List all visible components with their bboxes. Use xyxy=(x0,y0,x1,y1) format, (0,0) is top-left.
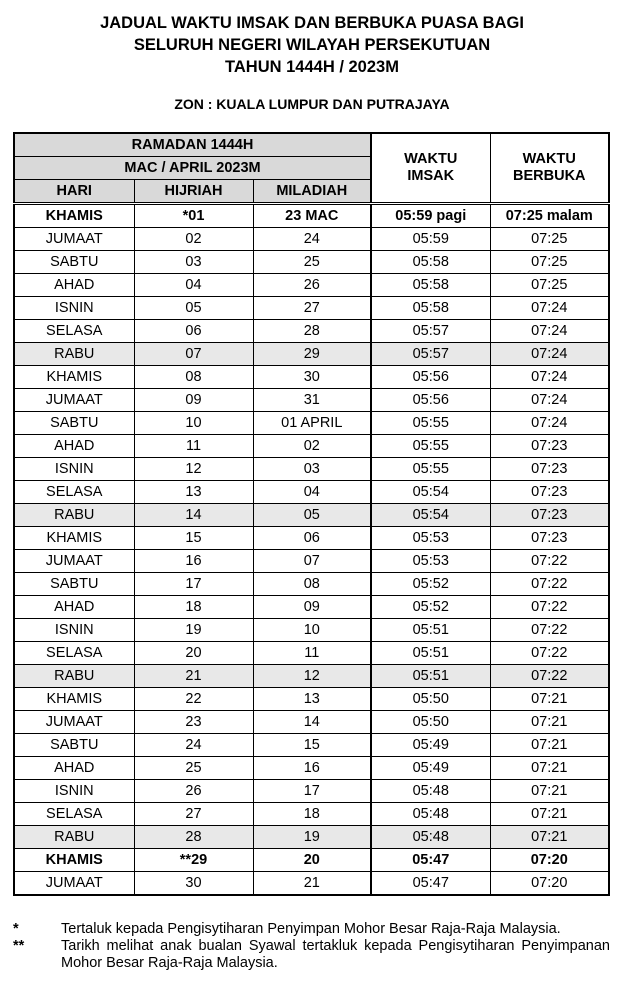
cell-imsak: 05:54 xyxy=(371,504,490,527)
cell-imsak: 05:57 xyxy=(371,343,490,366)
cell-berbuka: 07:21 xyxy=(490,803,609,826)
cell-miladiah: 17 xyxy=(253,780,371,803)
cell-hijriah: 03 xyxy=(134,251,253,274)
header-hari: HARI xyxy=(14,180,134,204)
cell-miladiah: 19 xyxy=(253,826,371,849)
table-row xyxy=(14,527,609,550)
cell-hijriah: *01 xyxy=(134,204,253,228)
table-header xyxy=(14,133,609,204)
cell-imsak: 05:53 xyxy=(371,550,490,573)
cell-hijriah: **29 xyxy=(134,849,253,872)
cell-hijriah: 06 xyxy=(134,320,253,343)
cell-berbuka: 07:21 xyxy=(490,780,609,803)
cell-hari: JUMAAT xyxy=(14,389,134,412)
table-row xyxy=(14,734,609,757)
document-title xyxy=(0,12,624,78)
cell-miladiah: 04 xyxy=(253,481,371,504)
cell-miladiah: 21 xyxy=(253,872,371,896)
schedule-table xyxy=(13,132,610,896)
footnote-1 xyxy=(13,921,610,938)
cell-berbuka: 07:25 malam xyxy=(490,204,609,228)
footnote-2 xyxy=(13,938,610,972)
header-ramadan: RAMADAN 1444H xyxy=(14,133,371,157)
cell-hari: JUMAAT xyxy=(14,711,134,734)
header-month: MAC / APRIL 2023M xyxy=(14,157,371,180)
cell-miladiah: 05 xyxy=(253,504,371,527)
cell-hari: AHAD xyxy=(14,274,134,297)
cell-berbuka: 07:23 xyxy=(490,527,609,550)
cell-miladiah: 14 xyxy=(253,711,371,734)
cell-hijriah: 08 xyxy=(134,366,253,389)
cell-hijriah: 22 xyxy=(134,688,253,711)
cell-berbuka: 07:22 xyxy=(490,596,609,619)
cell-hijriah: 18 xyxy=(134,596,253,619)
cell-imsak: 05:52 xyxy=(371,573,490,596)
cell-hijriah: 13 xyxy=(134,481,253,504)
cell-berbuka: 07:21 xyxy=(490,826,609,849)
cell-miladiah: 02 xyxy=(253,435,371,458)
cell-hari: RABU xyxy=(14,343,134,366)
footnotes xyxy=(13,921,610,972)
cell-hari: SABTU xyxy=(14,734,134,757)
cell-hari: AHAD xyxy=(14,757,134,780)
cell-imsak: 05:56 xyxy=(371,366,490,389)
cell-hari: KHAMIS xyxy=(14,204,134,228)
cell-miladiah: 28 xyxy=(253,320,371,343)
cell-imsak: 05:58 xyxy=(371,297,490,320)
cell-hari: KHAMIS xyxy=(14,527,134,550)
table-row xyxy=(14,803,609,826)
cell-imsak: 05:55 xyxy=(371,458,490,481)
cell-hari: SELASA xyxy=(14,803,134,826)
cell-hari: JUMAAT xyxy=(14,872,134,896)
table-row xyxy=(14,596,609,619)
cell-miladiah: 18 xyxy=(253,803,371,826)
cell-miladiah: 31 xyxy=(253,389,371,412)
cell-berbuka: 07:21 xyxy=(490,688,609,711)
cell-hari: SABTU xyxy=(14,251,134,274)
cell-hijriah: 11 xyxy=(134,435,253,458)
table-row xyxy=(14,711,609,734)
table-row xyxy=(14,573,609,596)
table-row xyxy=(14,343,609,366)
cell-miladiah: 11 xyxy=(253,642,371,665)
cell-hijriah: 26 xyxy=(134,780,253,803)
cell-hari: RABU xyxy=(14,665,134,688)
cell-imsak: 05:53 xyxy=(371,527,490,550)
cell-hari: SELASA xyxy=(14,481,134,504)
cell-hijriah: 14 xyxy=(134,504,253,527)
cell-imsak: 05:59 xyxy=(371,228,490,251)
cell-imsak: 05:54 xyxy=(371,481,490,504)
cell-berbuka: 07:23 xyxy=(490,504,609,527)
cell-miladiah: 08 xyxy=(253,573,371,596)
cell-miladiah: 20 xyxy=(253,849,371,872)
cell-imsak: 05:48 xyxy=(371,803,490,826)
cell-hijriah: 04 xyxy=(134,274,253,297)
cell-imsak: 05:51 xyxy=(371,665,490,688)
cell-berbuka: 07:20 xyxy=(490,872,609,896)
header-imsak-line1: WAKTU xyxy=(404,151,458,167)
cell-berbuka: 07:22 xyxy=(490,619,609,642)
footnote-2-mark: ** xyxy=(13,938,25,954)
cell-miladiah: 27 xyxy=(253,297,371,320)
table-row xyxy=(14,665,609,688)
cell-hari: ISNIN xyxy=(14,619,134,642)
cell-berbuka: 07:23 xyxy=(490,435,609,458)
cell-berbuka: 07:21 xyxy=(490,711,609,734)
table-row xyxy=(14,228,609,251)
cell-berbuka: 07:25 xyxy=(490,274,609,297)
header-berbuka-line1: WAKTU xyxy=(522,151,576,167)
table-row xyxy=(14,504,609,527)
cell-imsak: 05:49 xyxy=(371,734,490,757)
schedule-table-container xyxy=(13,132,610,896)
cell-hari: JUMAAT xyxy=(14,228,134,251)
header-hijriah: HIJRIAH xyxy=(134,180,253,204)
table-row xyxy=(14,780,609,803)
title-line-3: TAHUN 1444H / 2023M xyxy=(225,58,399,76)
cell-berbuka: 07:22 xyxy=(490,642,609,665)
cell-berbuka: 07:23 xyxy=(490,458,609,481)
cell-hijriah: 05 xyxy=(134,297,253,320)
cell-hari: RABU xyxy=(14,826,134,849)
cell-hijriah: 09 xyxy=(134,389,253,412)
footnote-2-text: Tarikh melihat anak bualan Syawal tertakluk kepada Pengisytiharan Penyimpanan Mohor Besar Raja-Raja Malaysia. xyxy=(61,938,610,971)
cell-hari: KHAMIS xyxy=(14,366,134,389)
table-row xyxy=(14,389,609,412)
cell-imsak: 05:48 xyxy=(371,826,490,849)
cell-hari: SELASA xyxy=(14,642,134,665)
cell-imsak: 05:57 xyxy=(371,320,490,343)
table-row xyxy=(14,872,609,896)
cell-hijriah: 25 xyxy=(134,757,253,780)
table-row xyxy=(14,297,609,320)
cell-miladiah: 30 xyxy=(253,366,371,389)
cell-hijriah: 12 xyxy=(134,458,253,481)
table-row xyxy=(14,642,609,665)
cell-hari: SABTU xyxy=(14,412,134,435)
cell-imsak: 05:51 xyxy=(371,619,490,642)
title-line-2: SELURUH NEGERI WILAYAH PERSEKUTUAN xyxy=(133,36,491,54)
footnote-1-text: Tertaluk kepada Pengisytiharan Penyimpan Mohor Besar Raja-Raja Malaysia. xyxy=(61,921,561,937)
cell-imsak: 05:48 xyxy=(371,780,490,803)
header-imsak-line2: IMSAK xyxy=(407,168,455,184)
cell-miladiah: 15 xyxy=(253,734,371,757)
header-berbuka-line2: BERBUKA xyxy=(513,168,586,184)
cell-miladiah: 16 xyxy=(253,757,371,780)
cell-hari: JUMAAT xyxy=(14,550,134,573)
cell-hijriah: 17 xyxy=(134,573,253,596)
cell-hijriah: 15 xyxy=(134,527,253,550)
cell-berbuka: 07:25 xyxy=(490,251,609,274)
cell-berbuka: 07:25 xyxy=(490,228,609,251)
table-row xyxy=(14,204,609,228)
cell-hari: AHAD xyxy=(14,435,134,458)
cell-berbuka: 07:22 xyxy=(490,573,609,596)
table-row xyxy=(14,412,609,435)
cell-berbuka: 07:21 xyxy=(490,757,609,780)
cell-hari: SELASA xyxy=(14,320,134,343)
table-row xyxy=(14,274,609,297)
header-waktu-berbuka xyxy=(490,133,609,204)
table-row xyxy=(14,366,609,389)
cell-hijriah: 16 xyxy=(134,550,253,573)
cell-miladiah: 26 xyxy=(253,274,371,297)
cell-hari: KHAMIS xyxy=(14,688,134,711)
cell-miladiah: 23 MAC xyxy=(253,204,371,228)
cell-hari: ISNIN xyxy=(14,458,134,481)
cell-hijriah: 30 xyxy=(134,872,253,896)
cell-miladiah: 10 xyxy=(253,619,371,642)
cell-berbuka: 07:24 xyxy=(490,412,609,435)
cell-imsak: 05:55 xyxy=(371,412,490,435)
table-row xyxy=(14,619,609,642)
table-row xyxy=(14,826,609,849)
table-row xyxy=(14,688,609,711)
cell-berbuka: 07:23 xyxy=(490,481,609,504)
table-body xyxy=(14,204,609,896)
cell-imsak: 05:58 xyxy=(371,274,490,297)
cell-imsak: 05:59 pagi xyxy=(371,204,490,228)
cell-miladiah: 03 xyxy=(253,458,371,481)
cell-hari: SABTU xyxy=(14,573,134,596)
cell-hijriah: 23 xyxy=(134,711,253,734)
cell-miladiah: 25 xyxy=(253,251,371,274)
table-row xyxy=(14,251,609,274)
cell-berbuka: 07:24 xyxy=(490,297,609,320)
cell-miladiah: 07 xyxy=(253,550,371,573)
cell-imsak: 05:50 xyxy=(371,711,490,734)
table-row xyxy=(14,550,609,573)
cell-imsak: 05:55 xyxy=(371,435,490,458)
cell-imsak: 05:49 xyxy=(371,757,490,780)
cell-berbuka: 07:24 xyxy=(490,389,609,412)
table-row xyxy=(14,320,609,343)
cell-hijriah: 20 xyxy=(134,642,253,665)
cell-berbuka: 07:22 xyxy=(490,550,609,573)
cell-berbuka: 07:24 xyxy=(490,343,609,366)
cell-miladiah: 29 xyxy=(253,343,371,366)
cell-miladiah: 24 xyxy=(253,228,371,251)
cell-miladiah: 12 xyxy=(253,665,371,688)
cell-hijriah: 27 xyxy=(134,803,253,826)
cell-berbuka: 07:22 xyxy=(490,665,609,688)
cell-hijriah: 21 xyxy=(134,665,253,688)
cell-hijriah: 10 xyxy=(134,412,253,435)
cell-imsak: 05:47 xyxy=(371,872,490,896)
footnote-1-mark: * xyxy=(13,921,19,937)
cell-berbuka: 07:24 xyxy=(490,320,609,343)
table-row xyxy=(14,757,609,780)
cell-hari: ISNIN xyxy=(14,297,134,320)
cell-hari: ISNIN xyxy=(14,780,134,803)
title-line-1: JADUAL WAKTU IMSAK DAN BERBUKA PUASA BAGI xyxy=(100,14,524,32)
cell-miladiah: 09 xyxy=(253,596,371,619)
cell-hijriah: 19 xyxy=(134,619,253,642)
cell-hijriah: 07 xyxy=(134,343,253,366)
cell-imsak: 05:52 xyxy=(371,596,490,619)
header-waktu-imsak xyxy=(371,133,490,204)
table-row xyxy=(14,849,609,872)
cell-berbuka: 07:24 xyxy=(490,366,609,389)
cell-berbuka: 07:21 xyxy=(490,734,609,757)
cell-hari: RABU xyxy=(14,504,134,527)
cell-imsak: 05:50 xyxy=(371,688,490,711)
header-miladiah: MILADIAH xyxy=(253,180,371,204)
cell-hari: KHAMIS xyxy=(14,849,134,872)
cell-hari: AHAD xyxy=(14,596,134,619)
table-row xyxy=(14,435,609,458)
zone-label: ZON : KUALA LUMPUR DAN PUTRAJAYA xyxy=(174,96,450,112)
cell-hijriah: 24 xyxy=(134,734,253,757)
cell-hijriah: 28 xyxy=(134,826,253,849)
cell-imsak: 05:58 xyxy=(371,251,490,274)
cell-miladiah: 06 xyxy=(253,527,371,550)
cell-imsak: 05:51 xyxy=(371,642,490,665)
cell-miladiah: 13 xyxy=(253,688,371,711)
table-row xyxy=(14,458,609,481)
cell-imsak: 05:47 xyxy=(371,849,490,872)
table-row xyxy=(14,481,609,504)
cell-berbuka: 07:20 xyxy=(490,849,609,872)
cell-imsak: 05:56 xyxy=(371,389,490,412)
cell-hijriah: 02 xyxy=(134,228,253,251)
cell-miladiah: 01 APRIL xyxy=(253,412,371,435)
